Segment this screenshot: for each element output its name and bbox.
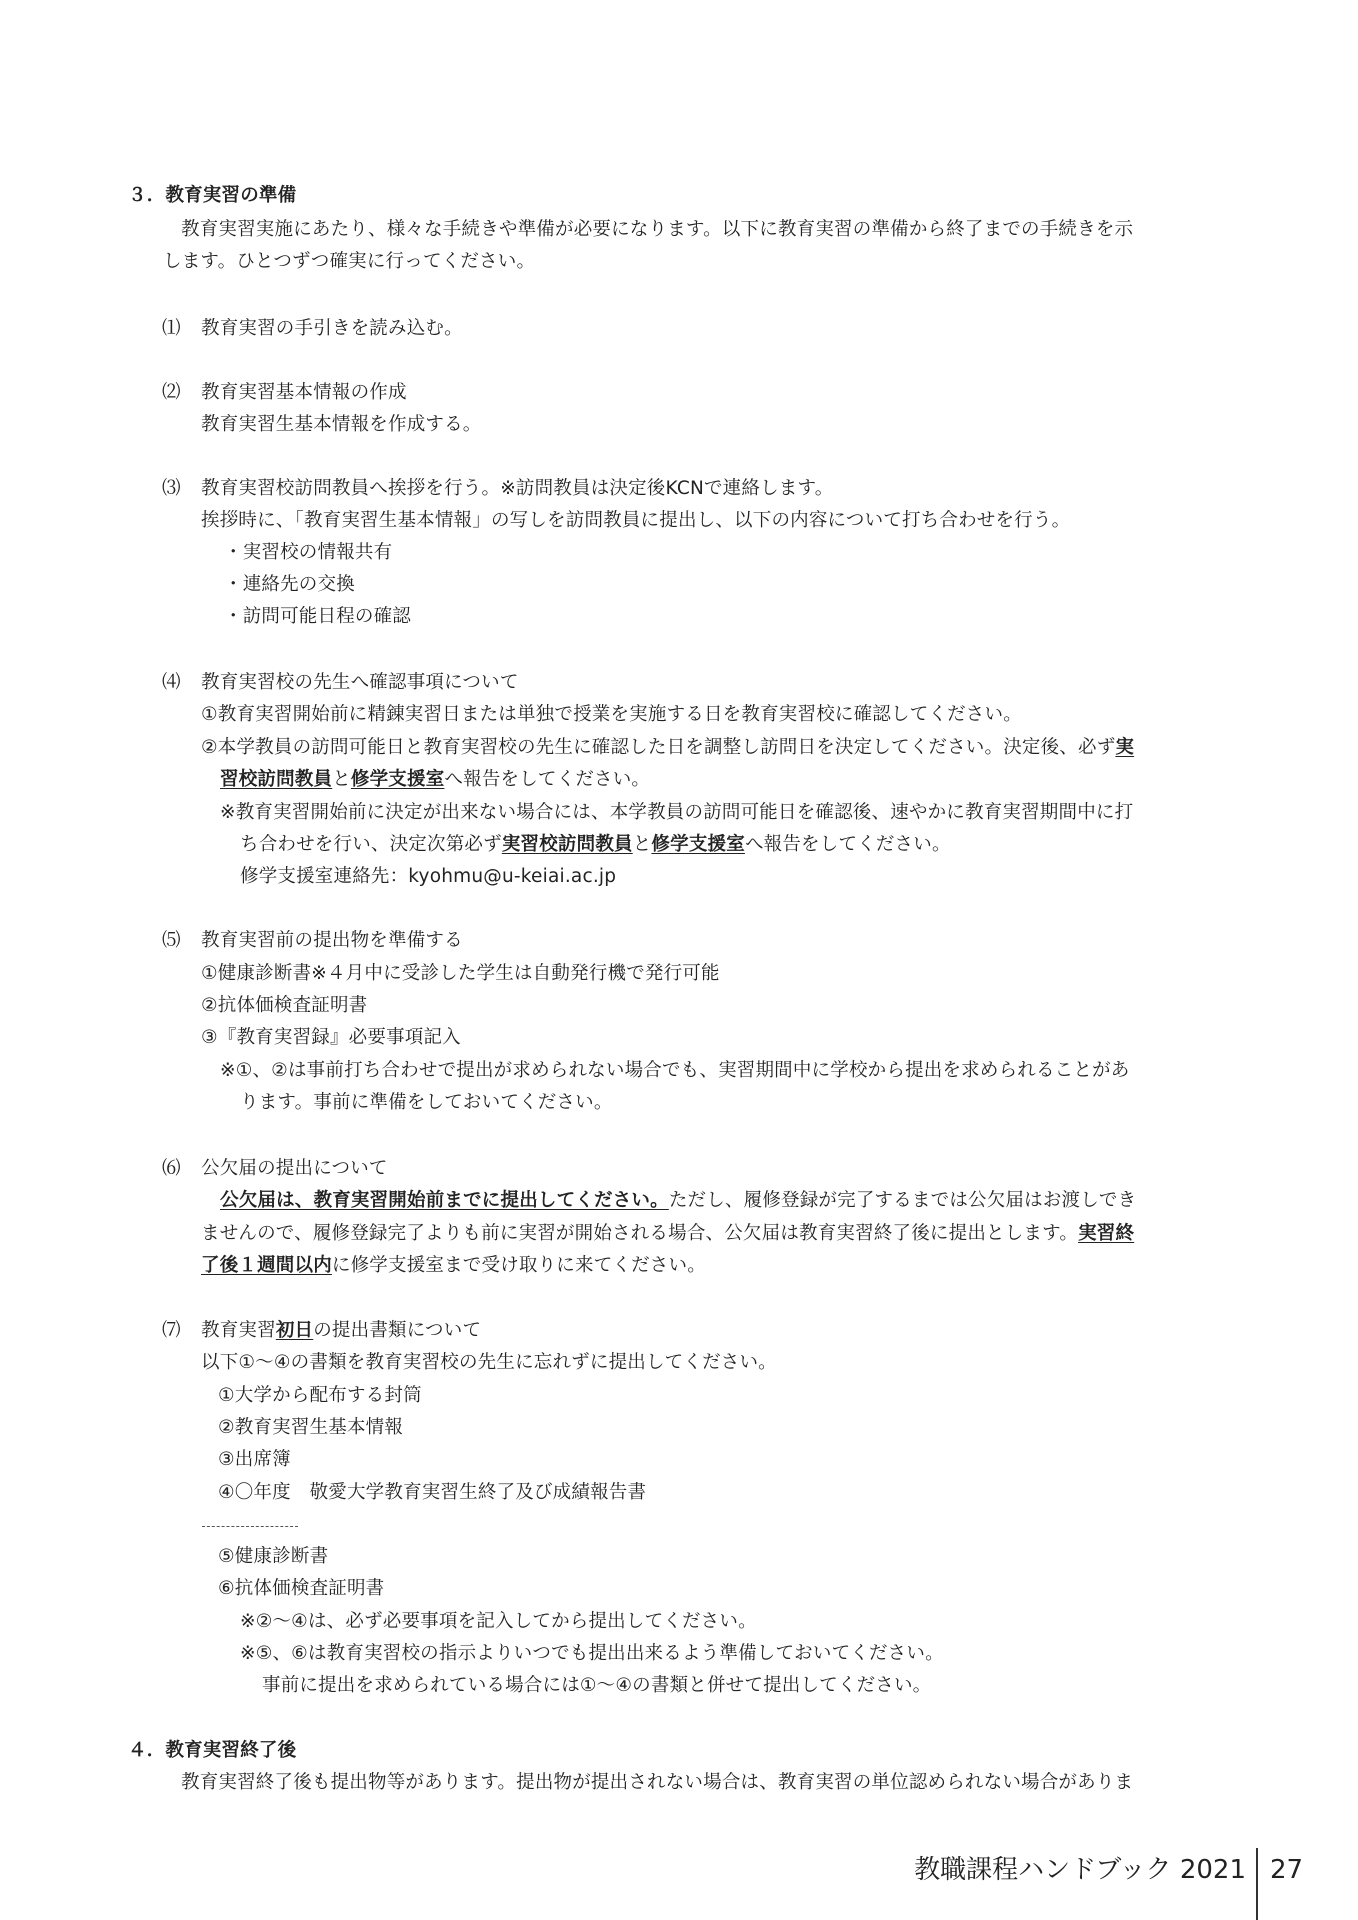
item-2-number: ⑵ xyxy=(162,382,181,403)
item-3-bullet: ・実習校の情報共有 xyxy=(224,542,393,563)
item-6-line-3-text: に修学支援室まで受け取りに来てください。 xyxy=(331,1255,706,1276)
section-4-intro-line-1: 教育実習終了後も提出物等があります。提出物が提出されない場合は、教育実習の単位認められない場合がありま xyxy=(181,1772,1134,1793)
item-7-sub: 以下①～④の書類を教育実習校の先生に忘れずに提出してください。 xyxy=(201,1352,777,1373)
item-3-text: 教育実習校訪問教員へ挨拶を行う。※訪問教員は決定後KCNで連絡します。 xyxy=(201,478,834,499)
item-5-line-1: ①健康診断書※４月中に受診した学生は自動発行機で発行可能 xyxy=(201,963,720,984)
item-4-number: ⑷ xyxy=(162,672,181,693)
item-6-line-3 xyxy=(201,1253,706,1279)
item-3-bullet: ・訪問可能日程の確認 xyxy=(224,606,412,627)
emphasis-support-office: 修学支援室 xyxy=(350,769,445,790)
item-6-line-1 xyxy=(220,1188,1136,1214)
item-7-doc: ②教育実習生基本情報 xyxy=(218,1417,404,1438)
item-4-line-3-text: へ報告をしてください。 xyxy=(444,769,651,790)
item-7-doc: ④〇年度 敬愛大学教育実習生終了及び成績報告書 xyxy=(218,1482,647,1503)
emphasis-pickup-deadline: 了後１週間以内 xyxy=(201,1255,332,1276)
item-7-note-3: 事前に提出を求められている場合には①～④の書類と併せて提出してください。 xyxy=(262,1675,932,1696)
item-7-text-part: 教育実習 xyxy=(201,1320,276,1341)
item-1-number: ⑴ xyxy=(162,318,181,339)
emphasis-visiting-teacher: 習校訪問教員 xyxy=(220,769,333,790)
item-3-number: ⑶ xyxy=(162,478,181,499)
item-2-text: 教育実習基本情報の作成 xyxy=(201,382,407,403)
item-3-sub: 挨拶時に、「教育実習生基本情報」の写しを訪問教員に提出し、以下の内容について打ち合わせを行う。 xyxy=(201,510,1071,531)
item-6-line-1-text: ただし、履修登録が完了するまでは公欠届はお渡しでき xyxy=(668,1190,1137,1211)
item-5-number: ⑸ xyxy=(162,930,181,951)
page-number: 27 xyxy=(1270,1855,1304,1885)
emphasis-absence-deadline: 公欠届は、教育実習開始前までに提出してください。 xyxy=(220,1190,669,1211)
item-5-line-3: ③『教育実習録』必要事項記入 xyxy=(201,1027,461,1048)
item-7-note-2: ※⑤、⑥は教育実習校の指示よりいつでも提出出来るよう準備しておいてください。 xyxy=(240,1643,944,1664)
item-6-line-2-text: ませんので、履修登録完了よりも前に実習が開始される場合、公欠届は教育実習終了後に提出とします。 xyxy=(201,1223,1079,1244)
item-7-doc: ⑤健康診断書 xyxy=(218,1546,329,1567)
item-4-contact: 修学支援室連絡先：kyohmu@u-keiai.ac.jp xyxy=(240,866,617,887)
item-5-line-2: ②抗体価検査証明書 xyxy=(201,995,368,1016)
item-4-note-text: へ報告をしてください。 xyxy=(744,834,951,855)
item-4-line-3-text: と xyxy=(332,769,351,790)
item-4-note-text: ち合わせを行い、決定次第必ず xyxy=(240,834,502,855)
emphasis-visiting-teacher: 実習校訪問教員 xyxy=(501,834,633,855)
emphasis-pickup-deadline: 実習終 xyxy=(1078,1223,1135,1244)
dashed-separator xyxy=(202,1526,298,1527)
item-7-text-part: の提出書類について xyxy=(313,1320,482,1341)
item-5-note-line-2: ります。事前に準備をしておいてください。 xyxy=(240,1092,613,1113)
item-3-bullet: ・連絡先の交換 xyxy=(224,574,355,595)
item-7-doc: ⑥抗体価検査証明書 xyxy=(218,1578,385,1599)
item-4-line-2-emphasis: 実 xyxy=(1115,737,1135,758)
footer-divider xyxy=(1256,1848,1258,1920)
section-3-heading: ３．教育実習の準備 xyxy=(128,185,297,206)
footer-title: 教職課程ハンドブック 2021 xyxy=(914,1855,1246,1885)
item-6-text: 公欠届の提出について xyxy=(201,1158,388,1179)
emphasis-first-day: 初日 xyxy=(275,1320,314,1341)
item-2-sub: 教育実習生基本情報を作成する。 xyxy=(201,414,482,435)
item-4-line-1: ①教育実習開始前に精錬実習日または単独で授業を実施する日を教育実習校に確認してください。 xyxy=(201,704,1022,725)
section-3-intro-line-1: 教育実習実施にあたり、様々な手続きや準備が必要になります。以下に教育実習の準備から終了までの手続きを示 xyxy=(181,219,1134,240)
item-7-number: ⑺ xyxy=(162,1320,181,1341)
section-4-heading: ４．教育実習終了後 xyxy=(128,1740,297,1761)
item-5-text: 教育実習前の提出物を準備する xyxy=(201,930,463,951)
item-4-line-2-text: ②本学教員の訪問可能日と教育実習校の先生に確認した日を調整し訪問日を決定してください。決定後、必ず xyxy=(201,737,1116,758)
item-4-line-3 xyxy=(220,767,650,793)
item-7-doc: ③出席簿 xyxy=(218,1449,291,1470)
emphasis-support-office: 修学支援室 xyxy=(651,834,745,855)
item-5-note-line-1: ※①、②は事前打ち合わせで提出が求められない場合でも、実習期間中に学校から提出を求められることがあ xyxy=(220,1060,1130,1081)
section-3-intro-line-2: します。ひとつずつ確実に行ってください。 xyxy=(163,251,536,272)
item-6-number: ⑹ xyxy=(162,1158,181,1179)
item-7-text xyxy=(201,1318,481,1344)
item-6-line-2 xyxy=(201,1221,1134,1247)
item-1-text: 教育実習の手引きを読み込む。 xyxy=(201,318,463,339)
item-7-doc: ①大学から配布する封筒 xyxy=(218,1385,422,1406)
item-4-text: 教育実習校の先生へ確認事項について xyxy=(201,672,519,693)
item-4-note-line-1: ※教育実習開始前に決定が出来ない場合には、本学教員の訪問可能日を確認後、速やかに教育実習期間中に打 xyxy=(220,802,1134,823)
item-4-note-line-2 xyxy=(240,832,951,858)
item-7-note-1: ※②～④は、必ず必要事項を記入してから提出してください。 xyxy=(240,1611,757,1632)
item-4-line-2 xyxy=(201,735,1134,761)
item-4-note-text: と xyxy=(632,834,652,855)
